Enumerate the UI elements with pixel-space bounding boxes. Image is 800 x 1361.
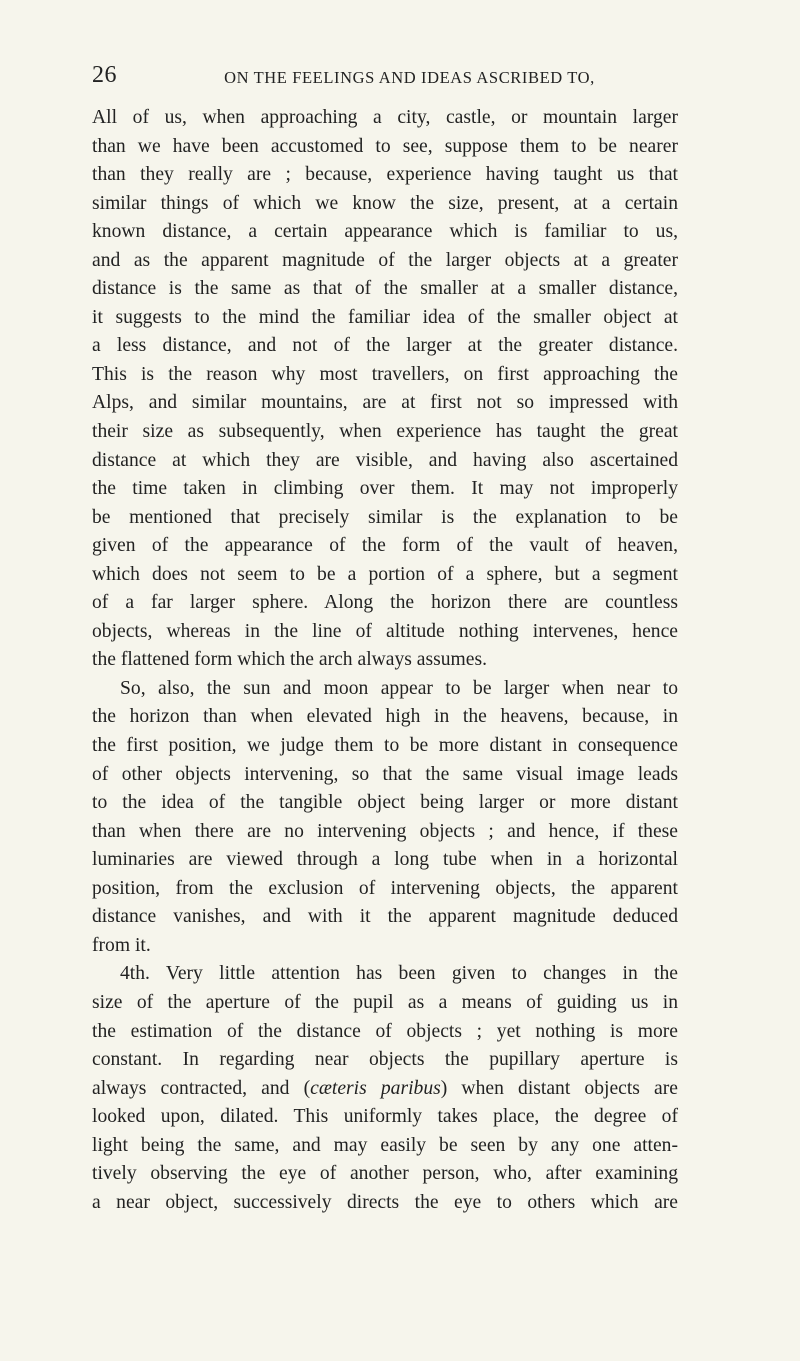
text-line: distance is the same as that of the smaller at a smaller distance,: [92, 278, 678, 300]
text-segment: always contracted, and (: [92, 1077, 311, 1099]
text-line: to the idea of the tangible object being larger or more distant: [92, 792, 678, 814]
text-line: the time taken in climbing over them. It may not improperly: [92, 478, 678, 500]
text-line: distance at which they are visible, and having also ascertained: [92, 449, 678, 471]
text-line: their size as subsequently, when experience has taught the great: [92, 421, 678, 443]
page-number: 26: [92, 62, 117, 88]
text-line: known distance, a certain appearance which is familiar to us,: [92, 221, 678, 243]
text-line: looked upon, dilated. This uniformly takes place, the degree of: [92, 1106, 678, 1128]
text-line: given of the appearance of the form of the vault of heaven,: [92, 535, 678, 557]
text-line: This is the reason why most travellers, on first approaching the: [92, 363, 678, 385]
text-line: light being the same, and may easily be seen by any one atten-: [92, 1134, 678, 1156]
text-line: size of the aperture of the pupil as a means of guiding us in: [92, 991, 678, 1013]
text-line: 4th. Very little attention has been given to changes in the: [120, 963, 678, 985]
body-text: [92, 104, 678, 1217]
text-line: than we have been accustomed to see, suppose them to be nearer: [92, 135, 678, 157]
text-line: and as the apparent magnitude of the larger objects at a greater: [92, 249, 678, 271]
text-line: similar things of which we know the size, present, at a certain: [92, 192, 678, 214]
text-line: So, also, the sun and moon appear to be larger when near to: [120, 677, 678, 699]
text-line: than they really are ; because, experience having taught us that: [92, 164, 678, 186]
text-line: position, from the exclusion of intervening objects, the apparent: [92, 877, 678, 899]
text-line: than when there are no intervening objects ; and hence, if these: [92, 820, 678, 842]
running-head: [92, 62, 677, 92]
text-line: of other objects intervening, so that the same visual image leads: [92, 763, 678, 785]
text-line: objects, whereas in the line of altitude nothing intervenes, hence: [92, 620, 678, 642]
text-line: constant. In regarding near objects the pupillary aperture is: [92, 1049, 678, 1071]
text-line: a near object, successively directs the eye to others which are: [92, 1191, 678, 1213]
text-line: the first position, we judge them to be more distant in consequence: [92, 735, 678, 757]
running-title: ON THE FEELINGS AND IDEAS ASCRIBED TO,: [224, 68, 595, 87]
text-line: the estimation of the distance of objects ; yet nothing is more: [92, 1020, 678, 1042]
text-line: [92, 1075, 678, 1104]
text-line: tively observing the eye of another person, who, after examining: [92, 1163, 678, 1185]
text-line: the horizon than when elevated high in the heavens, because, in: [92, 706, 678, 728]
text-line: of a far larger sphere. Along the horizon there are countless: [92, 592, 678, 614]
text-line: be mentioned that precisely similar is the explanation to be: [92, 506, 678, 528]
text-line: All of us, when approaching a city, castle, or mountain larger: [92, 107, 678, 128]
text-line: the flattened form which the arch always assumes.: [92, 649, 488, 671]
text-line: which does not seem to be a portion of a sphere, but a segment: [92, 563, 678, 585]
text-line: a less distance, and not of the larger at the greater distance.: [92, 335, 678, 357]
text-segment: ) when distant objects are: [440, 1077, 678, 1099]
text-line: from it.: [92, 934, 151, 956]
text-line: luminaries are viewed through a long tube when in a horizontal: [92, 849, 678, 871]
italic-phrase: cæteris paribus: [310, 1077, 441, 1099]
text-line: Alps, and similar mountains, are at first not so impressed with: [92, 392, 678, 414]
text-line: distance vanishes, and with it the apparent magnitude deduced: [92, 906, 678, 928]
text-line: it suggests to the mind the familiar idea of the smaller object at: [92, 306, 678, 328]
